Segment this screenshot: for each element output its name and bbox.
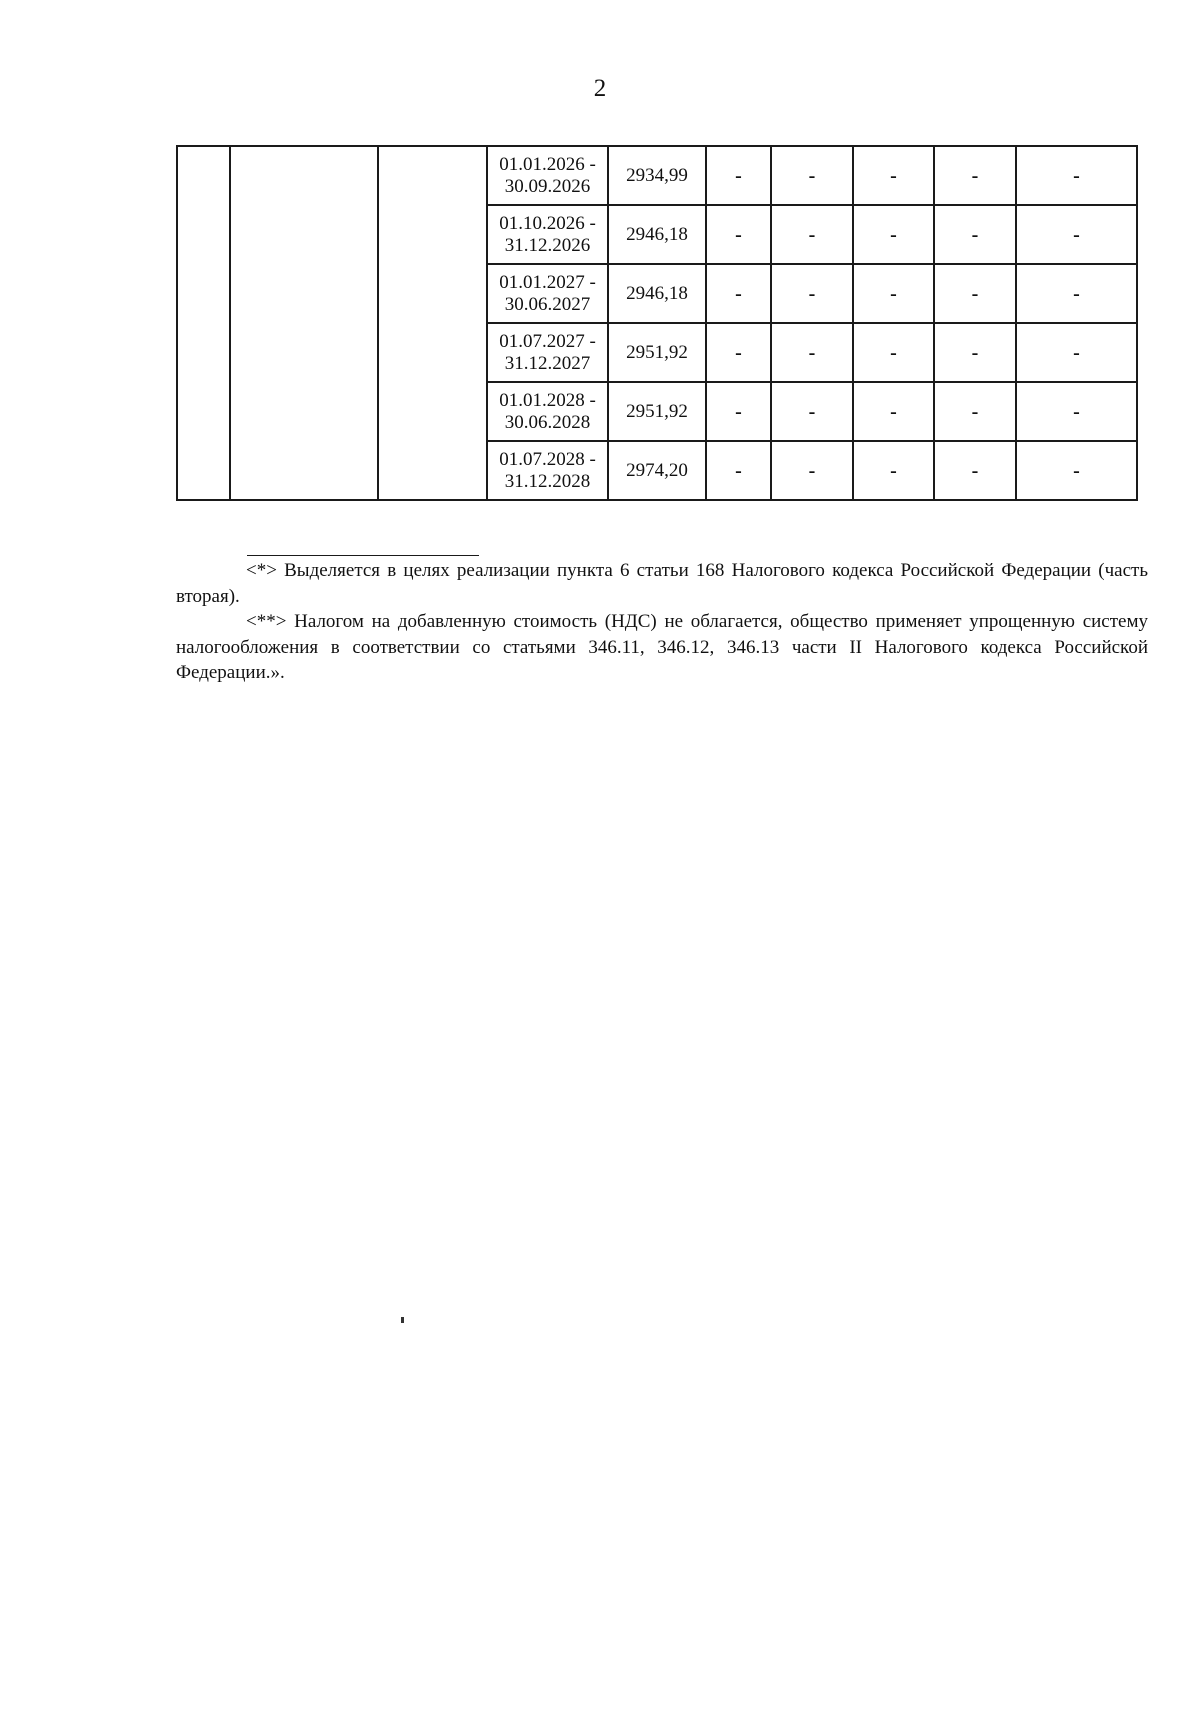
period-cell: 01.01.2028 - 30.06.2028 xyxy=(487,382,608,441)
dash-cell: - xyxy=(771,441,853,500)
table-body xyxy=(177,146,1137,500)
dash-cell: - xyxy=(706,323,771,382)
value-cell: 2946,18 xyxy=(608,205,706,264)
tariff-table xyxy=(176,145,1138,501)
dash-cell: - xyxy=(853,146,934,205)
dash-cell: - xyxy=(771,382,853,441)
dash-cell: - xyxy=(934,205,1016,264)
dash-cell: - xyxy=(1016,323,1137,382)
scan-speck xyxy=(401,1317,404,1323)
value-cell: 2934,99 xyxy=(608,146,706,205)
period-cell: 01.10.2026 - 31.12.2026 xyxy=(487,205,608,264)
value-cell: 2951,92 xyxy=(608,323,706,382)
dash-cell: - xyxy=(1016,146,1137,205)
footnote-vat-exempt: <**> Налогом на добавленную стоимость (НДС) не облагается, общество применяет упрощенную систему налогообложения в соответствии со статьями 346.11, 346.12, 346.13 части II Налогового кодекса Российской Федерации.». xyxy=(176,611,1148,683)
dash-cell: - xyxy=(853,323,934,382)
dash-cell: - xyxy=(853,205,934,264)
dash-cell: - xyxy=(934,146,1016,205)
dash-cell: - xyxy=(771,264,853,323)
dash-cell: - xyxy=(1016,205,1137,264)
dash-cell: - xyxy=(1016,264,1137,323)
blank-cell-category xyxy=(378,146,487,500)
period-cell: 01.01.2027 - 30.06.2027 xyxy=(487,264,608,323)
dash-cell: - xyxy=(771,323,853,382)
value-cell: 2946,18 xyxy=(608,264,706,323)
dash-cell: - xyxy=(706,146,771,205)
period-cell: 01.07.2027 - 31.12.2027 xyxy=(487,323,608,382)
dash-cell: - xyxy=(706,205,771,264)
dash-cell: - xyxy=(934,382,1016,441)
dash-cell: - xyxy=(771,205,853,264)
dash-cell: - xyxy=(853,382,934,441)
footnote-divider xyxy=(247,555,479,556)
table-row xyxy=(177,146,1137,205)
dash-cell: - xyxy=(771,146,853,205)
dash-cell: - xyxy=(853,441,934,500)
dash-cell: - xyxy=(934,264,1016,323)
footnote-vat-allocation: <*> Выделяется в целях реализации пункта 6 статьи 168 Налогового кодекса Российской Федерации (часть вторая). xyxy=(176,560,1148,607)
dash-cell: - xyxy=(706,382,771,441)
blank-cell-number xyxy=(177,146,230,500)
dash-cell: - xyxy=(934,441,1016,500)
blank-cell-name xyxy=(230,146,378,500)
value-cell: 2974,20 xyxy=(608,441,706,500)
dash-cell: - xyxy=(706,441,771,500)
value-cell: 2951,92 xyxy=(608,382,706,441)
page-number: 2 xyxy=(593,75,607,102)
dash-cell: - xyxy=(853,264,934,323)
dash-cell: - xyxy=(706,264,771,323)
period-cell: 01.07.2028 - 31.12.2028 xyxy=(487,441,608,500)
period-cell: 01.01.2026 - 30.09.2026 xyxy=(487,146,608,205)
dash-cell: - xyxy=(1016,441,1137,500)
footnotes xyxy=(176,558,1148,686)
dash-cell: - xyxy=(1016,382,1137,441)
dash-cell: - xyxy=(934,323,1016,382)
